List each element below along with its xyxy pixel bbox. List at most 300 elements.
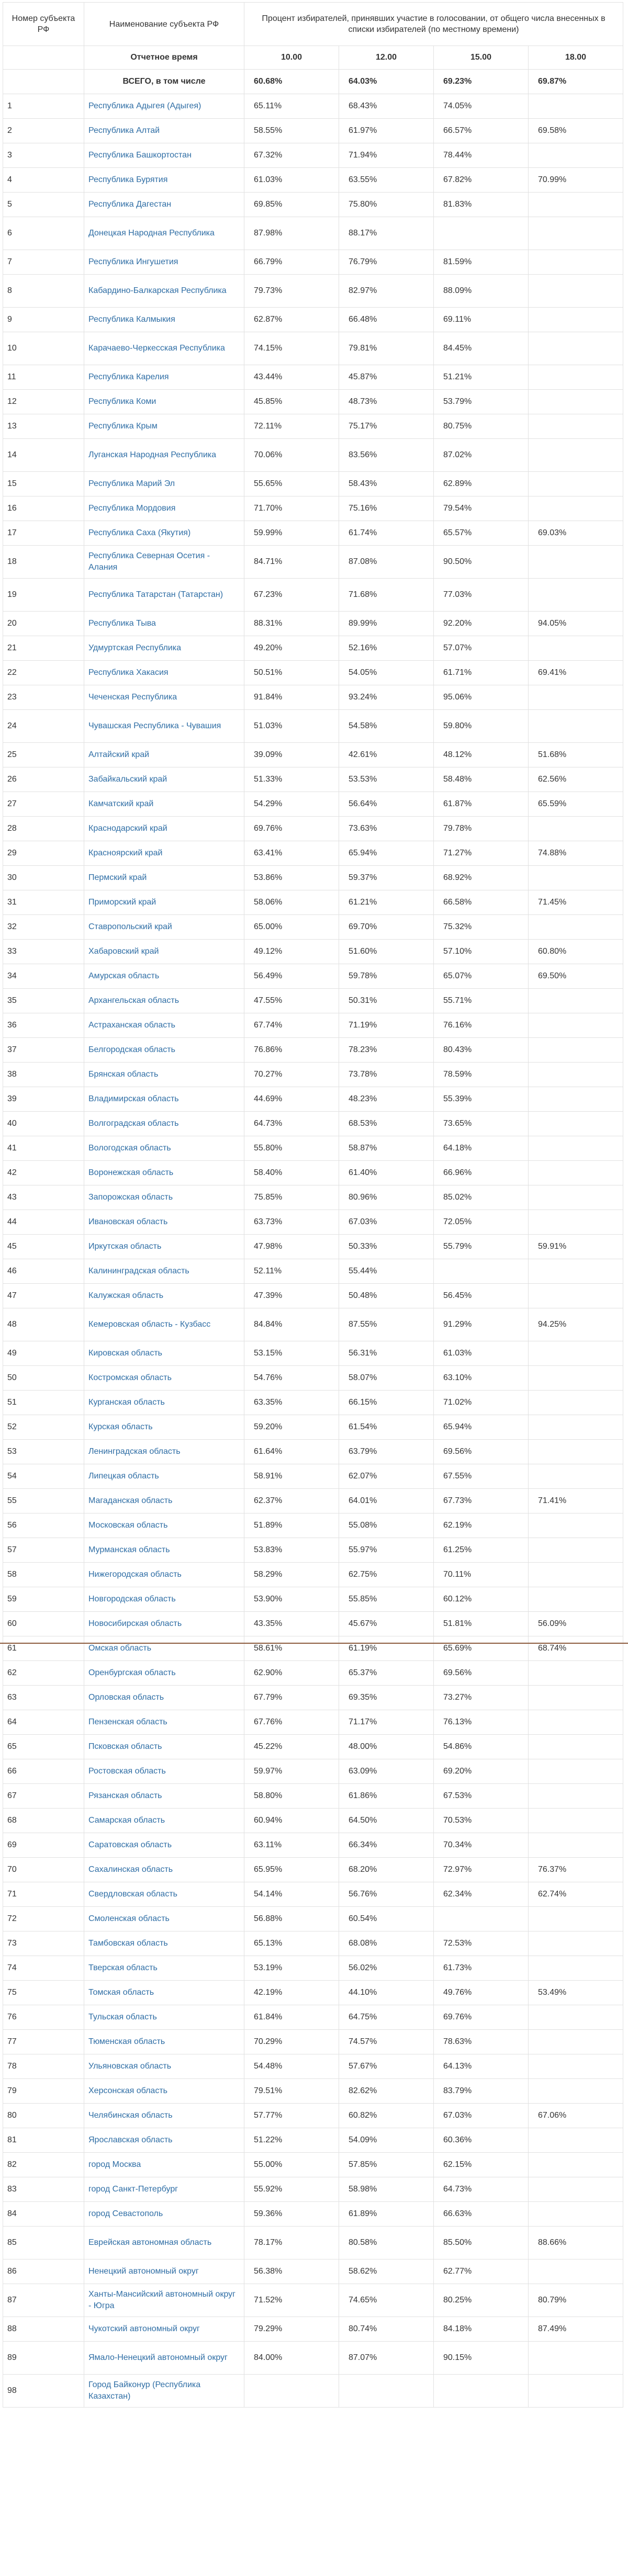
time-12: 12.00 xyxy=(339,46,434,70)
region-name-link[interactable]: Республика Карелия xyxy=(84,365,244,390)
table-row xyxy=(3,2284,623,2317)
table-row xyxy=(3,439,623,472)
turnout-15: 73.65% xyxy=(434,1112,529,1136)
turnout-18 xyxy=(529,439,623,472)
total-number xyxy=(3,70,84,94)
turnout-15: 53.79% xyxy=(434,390,529,414)
region-number: 46 xyxy=(3,1259,84,1284)
table-row xyxy=(3,2317,623,2342)
table-row xyxy=(3,1235,623,1259)
region-number: 4 xyxy=(3,168,84,193)
region-name-link[interactable]: Саратовская область xyxy=(84,1833,244,1858)
turnout-12: 71.94% xyxy=(339,143,434,168)
region-name-link[interactable]: Республика Саха (Якутия) xyxy=(84,521,244,546)
turnout-18 xyxy=(529,1563,623,1587)
turnout-12: 54.58% xyxy=(339,710,434,743)
table-row xyxy=(3,1563,623,1587)
region-name-link[interactable]: Нижегородская область xyxy=(84,1563,244,1587)
turnout-12: 59.37% xyxy=(339,866,434,890)
turnout-10: 56.49% xyxy=(244,964,339,989)
turnout-10: 74.15% xyxy=(244,332,339,365)
turnout-18 xyxy=(529,365,623,390)
turnout-15: 85.50% xyxy=(434,2227,529,2259)
table-row xyxy=(3,2128,623,2153)
region-name-link[interactable]: Город Байконур (Республика Казахстан) xyxy=(84,2375,244,2408)
region-name-link[interactable]: Ханты-Мансийский автономный округ - Югра xyxy=(84,2284,244,2317)
table-row xyxy=(3,767,623,792)
turnout-10: 53.19% xyxy=(244,1956,339,1981)
turnout-15: 51.21% xyxy=(434,365,529,390)
table-row xyxy=(3,2079,623,2104)
turnout-10: 70.06% xyxy=(244,439,339,472)
region-name-link[interactable]: Чеченская Республика xyxy=(84,685,244,710)
region-name-link[interactable]: Томская область xyxy=(84,1981,244,2005)
table-row xyxy=(3,1882,623,1907)
region-name-link[interactable]: Херсонская область xyxy=(84,2079,244,2104)
region-name-link[interactable]: Челябинская область xyxy=(84,2104,244,2128)
turnout-10: 58.55% xyxy=(244,119,339,143)
turnout-15: 55.39% xyxy=(434,1087,529,1112)
region-name-link[interactable]: Курская область xyxy=(84,1415,244,1440)
turnout-18: 88.66% xyxy=(529,2227,623,2259)
region-number: 57 xyxy=(3,1538,84,1563)
region-number: 83 xyxy=(3,2177,84,2202)
region-number: 12 xyxy=(3,390,84,414)
turnout-15: 61.25% xyxy=(434,1538,529,1563)
table-row xyxy=(3,1587,623,1612)
region-name-link[interactable]: Кировская область xyxy=(84,1341,244,1366)
region-name-link[interactable]: Республика Татарстан (Татарстан) xyxy=(84,579,244,612)
region-name-link[interactable]: Красноярский край xyxy=(84,841,244,866)
turnout-10: 39.09% xyxy=(244,743,339,767)
region-name-link[interactable]: Пермский край xyxy=(84,866,244,890)
region-number: 75 xyxy=(3,1981,84,2005)
turnout-18 xyxy=(529,2153,623,2177)
region-name-link[interactable]: Астраханская область xyxy=(84,1013,244,1038)
turnout-15: 70.53% xyxy=(434,1809,529,1833)
region-number: 17 xyxy=(3,521,84,546)
region-name-link[interactable]: Луганская Народная Республика xyxy=(84,439,244,472)
table-row xyxy=(3,250,623,275)
turnout-10: 70.29% xyxy=(244,2030,339,2054)
table-row xyxy=(3,2030,623,2054)
turnout-15: 74.05% xyxy=(434,94,529,119)
turnout-10: 62.37% xyxy=(244,1489,339,1513)
turnout-12: 55.97% xyxy=(339,1538,434,1563)
region-name-link[interactable]: Новгородская область xyxy=(84,1587,244,1612)
turnout-15 xyxy=(434,1259,529,1284)
turnout-10: 55.92% xyxy=(244,2177,339,2202)
table-row xyxy=(3,1538,623,1563)
region-number: 47 xyxy=(3,1284,84,1308)
turnout-12: 82.62% xyxy=(339,2079,434,2104)
region-name-link[interactable]: Республика Северная Осетия - Алания xyxy=(84,546,244,579)
turnout-15: 63.10% xyxy=(434,1366,529,1391)
turnout-15: 67.82% xyxy=(434,168,529,193)
turnout-18 xyxy=(529,2342,623,2375)
region-name-link[interactable]: Республика Калмыкия xyxy=(84,308,244,332)
table-row xyxy=(3,496,623,521)
region-name-link[interactable]: Иркутская область xyxy=(84,1235,244,1259)
table-row xyxy=(3,365,623,390)
region-number: 18 xyxy=(3,546,84,579)
region-name-link[interactable]: Белгородская область xyxy=(84,1038,244,1063)
turnout-15 xyxy=(434,2375,529,2408)
turnout-10: 84.71% xyxy=(244,546,339,579)
table-row xyxy=(3,866,623,890)
region-number: 62 xyxy=(3,1661,84,1686)
region-number: 78 xyxy=(3,2054,84,2079)
turnout-12: 68.08% xyxy=(339,1931,434,1956)
turnout-12: 54.05% xyxy=(339,661,434,685)
turnout-12: 61.19% xyxy=(339,1636,434,1661)
region-name-link[interactable]: Республика Бурятия xyxy=(84,168,244,193)
region-number: 38 xyxy=(3,1063,84,1087)
total-label: ВСЕГО, в том числе xyxy=(84,70,244,94)
region-name-link[interactable]: Республика Дагестан xyxy=(84,193,244,217)
turnout-12: 75.80% xyxy=(339,193,434,217)
region-name-link[interactable]: Чувашская Республика - Чувашия xyxy=(84,710,244,743)
region-number: 28 xyxy=(3,817,84,841)
turnout-10: 67.79% xyxy=(244,1686,339,1710)
turnout-10: 84.84% xyxy=(244,1308,339,1341)
region-name-link[interactable]: Забайкальский край xyxy=(84,767,244,792)
column-header-turnout: Процент избирателей, принявших участие в голосовании, от общего числа внесенных в списки избирателей (по местному времени) xyxy=(244,3,623,46)
turnout-18: 94.05% xyxy=(529,612,623,636)
turnout-18 xyxy=(529,94,623,119)
turnout-18: 69.41% xyxy=(529,661,623,685)
turnout-10: 58.40% xyxy=(244,1161,339,1185)
turnout-10: 70.27% xyxy=(244,1063,339,1087)
turnout-18 xyxy=(529,1284,623,1308)
page-break-line xyxy=(0,1643,628,1644)
turnout-10: 60.94% xyxy=(244,1809,339,1833)
turnout-15: 55.79% xyxy=(434,1235,529,1259)
region-name-link[interactable]: Тверская область xyxy=(84,1956,244,1981)
turnout-10: 43.35% xyxy=(244,1612,339,1636)
region-number: 68 xyxy=(3,1809,84,1833)
table-row xyxy=(3,1440,623,1464)
turnout-12: 62.07% xyxy=(339,1464,434,1489)
region-name-link[interactable]: Омская область xyxy=(84,1636,244,1661)
turnout-18 xyxy=(529,1907,623,1931)
table-row xyxy=(3,472,623,496)
region-number: 42 xyxy=(3,1161,84,1185)
region-name-link[interactable]: Республика Марий Эл xyxy=(84,472,244,496)
table-row xyxy=(3,2342,623,2375)
turnout-10: 61.84% xyxy=(244,2005,339,2030)
turnout-18 xyxy=(529,2202,623,2227)
region-name-link[interactable]: Республика Башкортостан xyxy=(84,143,244,168)
turnout-18 xyxy=(529,1391,623,1415)
region-name-link[interactable]: Запорожская область xyxy=(84,1185,244,1210)
turnout-10: 47.55% xyxy=(244,989,339,1013)
region-name-link[interactable]: Новосибирская область xyxy=(84,1612,244,1636)
turnout-10: 56.38% xyxy=(244,2259,339,2284)
region-name-link[interactable]: Тюменская область xyxy=(84,2030,244,2054)
region-number: 76 xyxy=(3,2005,84,2030)
region-name-link[interactable]: Удмуртская Республика xyxy=(84,636,244,661)
turnout-18 xyxy=(529,1538,623,1563)
region-number: 29 xyxy=(3,841,84,866)
region-number: 31 xyxy=(3,890,84,915)
turnout-10: 71.70% xyxy=(244,496,339,521)
region-name-link[interactable]: Республика Хакасия xyxy=(84,661,244,685)
turnout-18: 69.50% xyxy=(529,964,623,989)
region-name-link[interactable]: Республика Тыва xyxy=(84,612,244,636)
turnout-12: 59.78% xyxy=(339,964,434,989)
region-number: 10 xyxy=(3,332,84,365)
turnout-18 xyxy=(529,1735,623,1759)
region-name-link[interactable]: Ярославская область xyxy=(84,2128,244,2153)
table-row xyxy=(3,1858,623,1882)
turnout-12: 73.78% xyxy=(339,1063,434,1087)
region-name-link[interactable]: Брянская область xyxy=(84,1063,244,1087)
region-name-link[interactable]: Орловская область xyxy=(84,1686,244,1710)
region-name-link[interactable]: Самарская область xyxy=(84,1809,244,1833)
turnout-12: 48.73% xyxy=(339,390,434,414)
turnout-12: 73.63% xyxy=(339,817,434,841)
turnout-12: 50.31% xyxy=(339,989,434,1013)
region-name-link[interactable]: город Севастополь xyxy=(84,2202,244,2227)
turnout-18 xyxy=(529,496,623,521)
turnout-10: 63.41% xyxy=(244,841,339,866)
region-name-link[interactable]: Хабаровский край xyxy=(84,940,244,964)
turnout-10: 53.15% xyxy=(244,1341,339,1366)
region-name-link[interactable]: Кемеровская область - Кузбасс xyxy=(84,1308,244,1341)
turnout-18 xyxy=(529,1013,623,1038)
turnout-18 xyxy=(529,1513,623,1538)
region-name-link[interactable]: Вологодская область xyxy=(84,1136,244,1161)
table-row xyxy=(3,1981,623,2005)
turnout-15: 84.45% xyxy=(434,332,529,365)
region-number: 80 xyxy=(3,2104,84,2128)
region-name-link[interactable]: Республика Мордовия xyxy=(84,496,244,521)
turnout-10: 51.22% xyxy=(244,2128,339,2153)
turnout-12: 71.68% xyxy=(339,579,434,612)
total-value-12: 64.03% xyxy=(339,70,434,94)
table-row xyxy=(3,308,623,332)
turnout-18 xyxy=(529,143,623,168)
region-name-link[interactable]: Смоленская область xyxy=(84,1907,244,1931)
region-name-link[interactable]: город Москва xyxy=(84,2153,244,2177)
region-name-link[interactable]: Оренбургская область xyxy=(84,1661,244,1686)
region-name-link[interactable]: Пензенская область xyxy=(84,1710,244,1735)
turnout-12: 87.08% xyxy=(339,546,434,579)
turnout-18 xyxy=(529,1087,623,1112)
region-name-link[interactable]: Ленинградская область xyxy=(84,1440,244,1464)
turnout-18 xyxy=(529,308,623,332)
table-row xyxy=(3,1907,623,1931)
region-name-link[interactable]: Ивановская область xyxy=(84,1210,244,1235)
turnout-10: 65.95% xyxy=(244,1858,339,1882)
turnout-15: 56.45% xyxy=(434,1284,529,1308)
region-name-link[interactable]: Московская область xyxy=(84,1513,244,1538)
turnout-15: 64.13% xyxy=(434,2054,529,2079)
region-name-link[interactable]: Ставропольский край xyxy=(84,915,244,940)
region-number: 26 xyxy=(3,767,84,792)
region-name-link[interactable]: Карачаево-Черкесская Республика xyxy=(84,332,244,365)
turnout-15: 60.36% xyxy=(434,2128,529,2153)
turnout-10: 44.69% xyxy=(244,1087,339,1112)
table-row xyxy=(3,1063,623,1087)
turnout-15: 90.50% xyxy=(434,546,529,579)
region-number: 7 xyxy=(3,250,84,275)
turnout-10: 50.51% xyxy=(244,661,339,685)
region-name-link[interactable]: Свердловская область xyxy=(84,1882,244,1907)
turnout-15: 76.13% xyxy=(434,1710,529,1735)
region-name-link[interactable]: Ненецкий автономный округ xyxy=(84,2259,244,2284)
turnout-10: 47.39% xyxy=(244,1284,339,1308)
turnout-10: 62.90% xyxy=(244,1661,339,1686)
turnout-15: 65.94% xyxy=(434,1415,529,1440)
region-name-link[interactable]: Донецкая Народная Республика xyxy=(84,217,244,250)
turnout-12: 55.44% xyxy=(339,1259,434,1284)
turnout-15: 80.75% xyxy=(434,414,529,439)
turnout-12: 56.64% xyxy=(339,792,434,817)
region-name-link[interactable]: Мурманская область xyxy=(84,1538,244,1563)
turnout-12: 76.79% xyxy=(339,250,434,275)
turnout-18: 94.25% xyxy=(529,1308,623,1341)
turnout-12: 79.81% xyxy=(339,332,434,365)
total-value-18: 69.87% xyxy=(529,70,623,94)
turnout-12: 65.37% xyxy=(339,1661,434,1686)
turnout-12: 80.74% xyxy=(339,2317,434,2342)
region-name-link[interactable]: город Санкт-Петербург xyxy=(84,2177,244,2202)
turnout-12: 48.23% xyxy=(339,1087,434,1112)
turnout-10 xyxy=(244,2375,339,2408)
table-row xyxy=(3,1636,623,1661)
turnout-15: 59.80% xyxy=(434,710,529,743)
turnout-10: 55.65% xyxy=(244,472,339,496)
region-number: 64 xyxy=(3,1710,84,1735)
region-name-link[interactable]: Сахалинская область xyxy=(84,1858,244,1882)
region-name-link[interactable]: Калужская область xyxy=(84,1284,244,1308)
turnout-12: 42.61% xyxy=(339,743,434,767)
turnout-15: 64.18% xyxy=(434,1136,529,1161)
region-name-link[interactable]: Ульяновская область xyxy=(84,2054,244,2079)
table-row xyxy=(3,2177,623,2202)
turnout-12: 68.20% xyxy=(339,1858,434,1882)
region-name-link[interactable]: Магаданская область xyxy=(84,1489,244,1513)
turnout-15: 73.27% xyxy=(434,1686,529,1710)
region-name-link[interactable]: Владимирская область xyxy=(84,1087,244,1112)
turnout-12: 65.94% xyxy=(339,841,434,866)
region-name-link[interactable]: Псковская область xyxy=(84,1735,244,1759)
turnout-18 xyxy=(529,579,623,612)
region-name-link[interactable]: Калининградская область xyxy=(84,1259,244,1284)
turnout-15: 69.11% xyxy=(434,308,529,332)
turnout-15: 68.92% xyxy=(434,866,529,890)
region-name-link[interactable]: Республика Алтай xyxy=(84,119,244,143)
turnout-18 xyxy=(529,217,623,250)
region-name-link[interactable]: Еврейская автономная область xyxy=(84,2227,244,2259)
region-name-link[interactable]: Ростовская область xyxy=(84,1759,244,1784)
region-name-link[interactable]: Приморский край xyxy=(84,890,244,915)
region-name-link[interactable]: Тульская область xyxy=(84,2005,244,2030)
turnout-10: 63.73% xyxy=(244,1210,339,1235)
region-number: 27 xyxy=(3,792,84,817)
turnout-18 xyxy=(529,1956,623,1981)
turnout-12: 50.33% xyxy=(339,1235,434,1259)
turnout-18 xyxy=(529,1210,623,1235)
turnout-15: 62.34% xyxy=(434,1882,529,1907)
time-row-label: Отчетное время xyxy=(84,46,244,70)
turnout-18: 53.49% xyxy=(529,1981,623,2005)
table-row xyxy=(3,817,623,841)
turnout-10: 91.84% xyxy=(244,685,339,710)
turnout-12: 66.34% xyxy=(339,1833,434,1858)
region-name-link[interactable]: Кабардино-Балкарская Республика xyxy=(84,275,244,308)
time-15: 15.00 xyxy=(434,46,529,70)
region-name-link[interactable]: Республика Адыгея (Адыгея) xyxy=(84,94,244,119)
region-name-link[interactable]: Ямало-Ненецкий автономный округ xyxy=(84,2342,244,2375)
turnout-10: 67.74% xyxy=(244,1013,339,1038)
turnout-18 xyxy=(529,1440,623,1464)
turnout-18 xyxy=(529,1710,623,1735)
table-row xyxy=(3,1038,623,1063)
turnout-18 xyxy=(529,390,623,414)
region-name-link[interactable]: Тамбовская область xyxy=(84,1931,244,1956)
turnout-15 xyxy=(434,217,529,250)
turnout-10: 42.19% xyxy=(244,1981,339,2005)
turnout-10: 63.11% xyxy=(244,1833,339,1858)
region-number: 44 xyxy=(3,1210,84,1235)
table-row xyxy=(3,1259,623,1284)
region-name-link[interactable]: Республика Коми xyxy=(84,390,244,414)
region-name-link[interactable]: Волгоградская область xyxy=(84,1112,244,1136)
region-name-link[interactable]: Камчатский край xyxy=(84,792,244,817)
region-name-link[interactable]: Республика Крым xyxy=(84,414,244,439)
turnout-15: 62.15% xyxy=(434,2153,529,2177)
turnout-12: 64.01% xyxy=(339,1489,434,1513)
turnout-10: 75.85% xyxy=(244,1185,339,1210)
turnout-12: 62.75% xyxy=(339,1563,434,1587)
turnout-12: 57.67% xyxy=(339,2054,434,2079)
region-name-link[interactable]: Амурская область xyxy=(84,964,244,989)
region-name-link[interactable]: Костромская область xyxy=(84,1366,244,1391)
turnout-12: 56.31% xyxy=(339,1341,434,1366)
table-row xyxy=(3,2005,623,2030)
region-name-link[interactable]: Курганская область xyxy=(84,1391,244,1415)
turnout-10: 59.20% xyxy=(244,1415,339,1440)
turnout-18 xyxy=(529,1686,623,1710)
region-name-link[interactable]: Рязанская область xyxy=(84,1784,244,1809)
region-number: 61 xyxy=(3,1636,84,1661)
table-row xyxy=(3,841,623,866)
table-row xyxy=(3,1759,623,1784)
turnout-15: 70.11% xyxy=(434,1563,529,1587)
turnout-10: 58.80% xyxy=(244,1784,339,1809)
region-name-link[interactable]: Чукотский автономный округ xyxy=(84,2317,244,2342)
region-name-link[interactable]: Архангельская область xyxy=(84,989,244,1013)
table-row xyxy=(3,1833,623,1858)
turnout-12: 63.55% xyxy=(339,168,434,193)
turnout-12: 54.09% xyxy=(339,2128,434,2153)
turnout-18: 60.80% xyxy=(529,940,623,964)
turnout-15: 90.15% xyxy=(434,2342,529,2375)
region-name-link[interactable]: Воронежская область xyxy=(84,1161,244,1185)
table-row xyxy=(3,1612,623,1636)
turnout-10: 49.20% xyxy=(244,636,339,661)
region-name-link[interactable]: Алтайский край xyxy=(84,743,244,767)
region-name-link[interactable]: Краснодарский край xyxy=(84,817,244,841)
region-name-link[interactable]: Липецкая область xyxy=(84,1464,244,1489)
turnout-12: 82.97% xyxy=(339,275,434,308)
turnout-12: 71.17% xyxy=(339,1710,434,1735)
table-row xyxy=(3,1513,623,1538)
region-name-link[interactable]: Республика Ингушетия xyxy=(84,250,244,275)
